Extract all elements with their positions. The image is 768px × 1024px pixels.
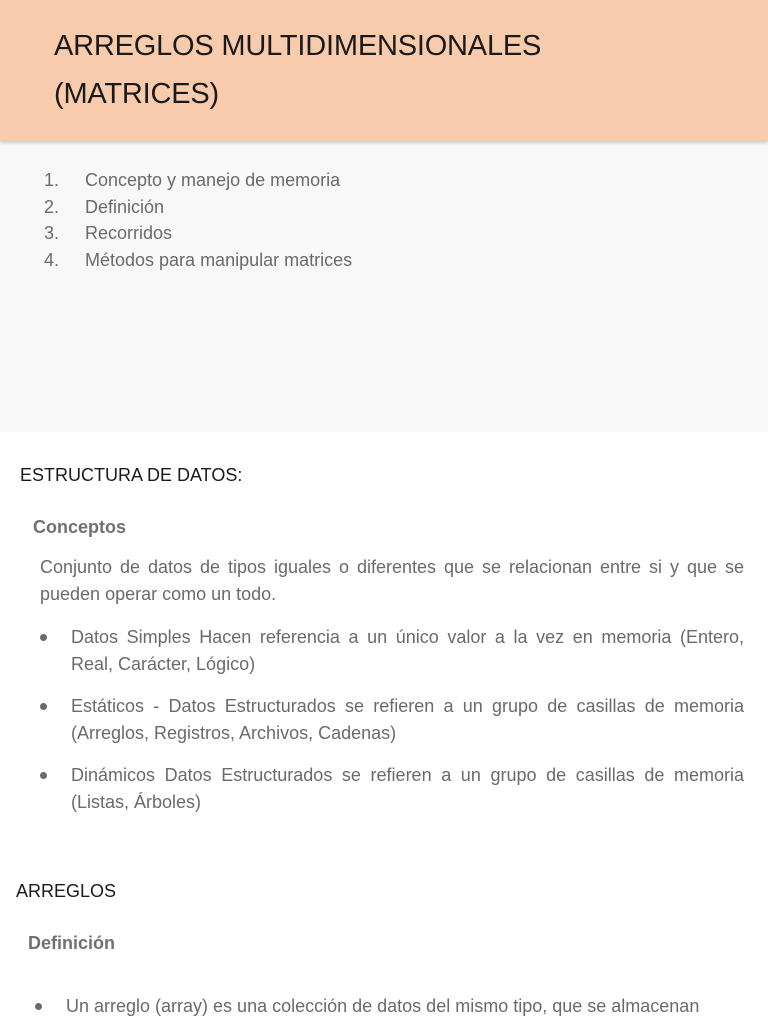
toc-item-number: 2. — [44, 196, 60, 217]
list-item — [40, 624, 744, 678]
bullet-dot-icon — [40, 634, 47, 641]
definition-bullet-list — [35, 993, 744, 1024]
bullet-dot-icon — [35, 1003, 42, 1010]
toc-item — [44, 220, 352, 247]
bullet-text: Un arreglo (array) es una colección de datos del mismo tipo, que se almacenan — [66, 996, 700, 1016]
bullet-dot-icon — [40, 703, 47, 710]
subheading-definicion: Definición — [28, 933, 116, 953]
toc-list — [44, 167, 352, 273]
toc-item-number: 4. — [44, 249, 60, 270]
intro-paragraph: Conjunto de datos de tipos iguales o diferentes que se relacionan entre si y que se pueden operar como un todo. — [40, 557, 744, 604]
section-heading-arreglos: ARREGLOS — [16, 881, 117, 901]
bullet-text: Dinámicos Datos Estructurados se refieren a un grupo de casillas de memoria (Listas, Árboles) — [71, 765, 744, 812]
list-item — [40, 693, 744, 747]
toc-item-label: Concepto y manejo de memoria — [85, 170, 341, 190]
toc-item-label: Recorridos — [85, 223, 173, 243]
table-of-contents — [0, 141, 768, 432]
concepts-bullet-list — [40, 624, 744, 831]
toc-item — [44, 167, 352, 194]
subheading-conceptos: Conceptos — [33, 517, 127, 537]
toc-item — [44, 194, 352, 221]
toc-item-label: Definición — [85, 196, 165, 217]
toc-item-label: Métodos para manipular matrices — [85, 249, 353, 270]
title-banner — [0, 0, 768, 141]
page-title: ARREGLOS MULTIDIMENSIONALES (MATRICES) — [54, 30, 542, 110]
toc-item-number: 3. — [44, 223, 60, 243]
list-item — [40, 762, 744, 816]
toc-item — [44, 247, 352, 274]
list-item — [35, 993, 744, 1020]
section-heading-estructura: ESTRUCTURA DE DATOS: — [20, 465, 243, 485]
bullet-dot-icon — [40, 772, 47, 779]
bullet-text: Datos Simples Hacen referencia a un único valor a la vez en memoria (Entero, Real, Carácter, Lógico) — [71, 627, 744, 674]
toc-item-number: 1. — [44, 170, 60, 190]
bullet-text: Estáticos - Datos Estructurados se refieren a un grupo de casillas de memoria (Arreglos, Registros, Archivos, Cadenas) — [71, 696, 744, 743]
